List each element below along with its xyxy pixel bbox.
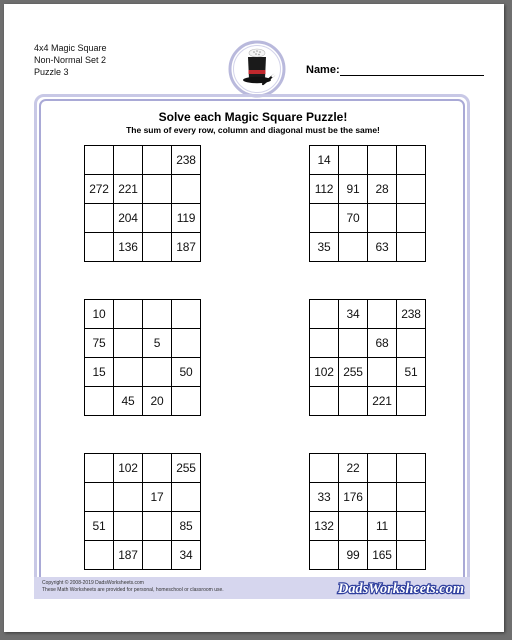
square-cell: [143, 300, 172, 329]
square-cell: [339, 329, 368, 358]
square-cell: 45: [114, 387, 143, 416]
square-cell: [310, 387, 339, 416]
square-cell: [172, 329, 201, 358]
copyright-notice: [42, 580, 224, 594]
square-cell: [397, 329, 426, 358]
square-cell: 68: [368, 329, 397, 358]
square-cell: 51: [85, 512, 114, 541]
square-cell: [143, 454, 172, 483]
square-cell: 102: [114, 454, 143, 483]
name-label: Name:: [306, 64, 340, 76]
square-cell: 34: [339, 300, 368, 329]
square-cell: 272: [85, 175, 114, 204]
square-cell: 238: [172, 146, 201, 175]
puzzle-number: Puzzle 3: [34, 67, 69, 77]
square-cell: [143, 541, 172, 570]
square-cell: [114, 300, 143, 329]
square-cell: 35: [310, 233, 339, 262]
magic-square-2: [309, 145, 426, 262]
square-cell: 255: [172, 454, 201, 483]
square-cell: 85: [172, 512, 201, 541]
square-cell: 20: [143, 387, 172, 416]
square-cell: [339, 233, 368, 262]
square-cell: [368, 300, 397, 329]
square-cell: [85, 204, 114, 233]
square-cell: 10: [85, 300, 114, 329]
square-cell: 63: [368, 233, 397, 262]
square-cell: 91: [339, 175, 368, 204]
square-cell: [339, 146, 368, 175]
square-cell: [114, 358, 143, 387]
square-cell: 14: [310, 146, 339, 175]
square-cell: [85, 483, 114, 512]
square-cell: 187: [114, 541, 143, 570]
square-cell: 176: [339, 483, 368, 512]
square-cell: [143, 233, 172, 262]
square-cell: [310, 204, 339, 233]
square-cell: 50: [172, 358, 201, 387]
square-cell: 119: [172, 204, 201, 233]
worksheet-set: Non-Normal Set 2: [34, 55, 107, 65]
square-cell: [397, 541, 426, 570]
square-cell: [114, 146, 143, 175]
square-cell: [397, 512, 426, 541]
square-cell: [143, 146, 172, 175]
square-cell: [397, 233, 426, 262]
square-cell: 70: [339, 204, 368, 233]
square-cell: [85, 387, 114, 416]
square-cell: 28: [368, 175, 397, 204]
worksheet-type: 4x4 Magic Square: [34, 43, 107, 53]
magic-square-5: [84, 453, 201, 570]
square-cell: [397, 175, 426, 204]
square-cell: [368, 146, 397, 175]
square-cell: 5: [143, 329, 172, 358]
square-cell: 99: [339, 541, 368, 570]
square-cell: 22: [339, 454, 368, 483]
square-cell: [339, 387, 368, 416]
usage-line: These Math Worksheets are provided for personal, homeschool or classroom use.: [42, 587, 224, 593]
magic-square-1: [84, 145, 201, 262]
square-cell: [85, 541, 114, 570]
square-cell: [143, 512, 172, 541]
square-cell: [310, 300, 339, 329]
magic-hat-icon: [228, 40, 286, 98]
square-cell: 132: [310, 512, 339, 541]
square-cell: 75: [85, 329, 114, 358]
magic-square-6: [309, 453, 426, 570]
square-cell: 33: [310, 483, 339, 512]
square-cell: 221: [368, 387, 397, 416]
square-cell: [368, 454, 397, 483]
square-cell: [368, 358, 397, 387]
square-cell: [85, 454, 114, 483]
square-cell: 102: [310, 358, 339, 387]
square-cell: 136: [114, 233, 143, 262]
square-cell: [172, 387, 201, 416]
logo-text: DadsWorksheets.com: [337, 581, 464, 597]
square-cell: 238: [397, 300, 426, 329]
square-cell: [143, 175, 172, 204]
square-cell: 11: [368, 512, 397, 541]
square-cell: [172, 300, 201, 329]
square-cell: [114, 512, 143, 541]
square-cell: [397, 387, 426, 416]
square-cell: [310, 329, 339, 358]
square-cell: 112: [310, 175, 339, 204]
square-cell: [397, 146, 426, 175]
square-cell: 187: [172, 233, 201, 262]
dadsworksheets-logo: [334, 578, 466, 598]
square-cell: [143, 358, 172, 387]
square-cell: 17: [143, 483, 172, 512]
name-line: [340, 75, 484, 76]
square-cell: [397, 483, 426, 512]
copyright-line: Copyright © 2008-2019 DadsWorksheets.com: [42, 580, 144, 586]
square-cell: [172, 483, 201, 512]
square-cell: 221: [114, 175, 143, 204]
worksheet-info: [34, 42, 107, 78]
square-cell: [143, 204, 172, 233]
square-cell: [114, 483, 143, 512]
instructions-title: Solve each Magic Square Puzzle!: [158, 110, 348, 124]
square-cell: 51: [397, 358, 426, 387]
square-cell: [310, 541, 339, 570]
square-cell: [339, 512, 368, 541]
magic-square-4: [309, 299, 426, 416]
square-cell: [368, 483, 397, 512]
square-cell: [310, 454, 339, 483]
square-cell: [85, 233, 114, 262]
square-cell: 204: [114, 204, 143, 233]
magic-square-3: [84, 299, 201, 416]
square-cell: 15: [85, 358, 114, 387]
square-cell: [85, 146, 114, 175]
square-cell: 34: [172, 541, 201, 570]
instructions-subtitle: The sum of every row, column and diagonal must be the same!: [126, 125, 380, 135]
square-cell: [368, 204, 397, 233]
square-cell: [397, 204, 426, 233]
square-cell: 255: [339, 358, 368, 387]
square-cell: [172, 175, 201, 204]
square-cell: 165: [368, 541, 397, 570]
square-cell: [114, 329, 143, 358]
square-cell: [397, 454, 426, 483]
